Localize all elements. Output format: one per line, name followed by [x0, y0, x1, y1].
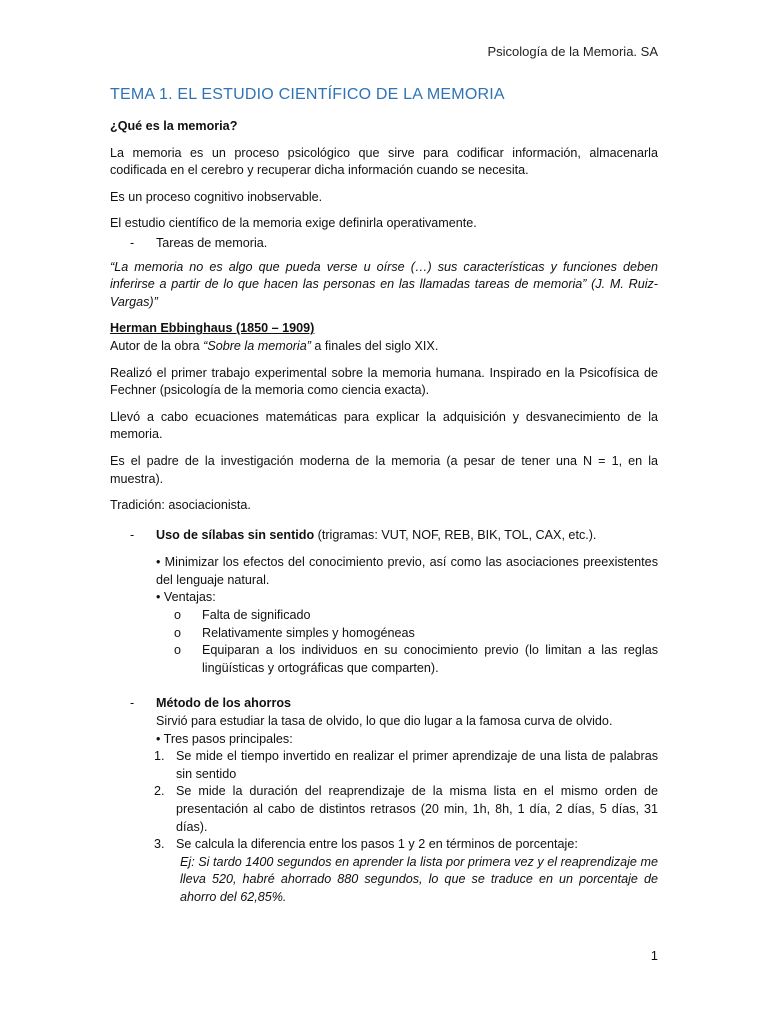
bullet-minimize: • Minimizar los efectos del conocimiento previo, así como las asociaciones preexistentes del lenguaje natural.: [156, 555, 658, 587]
savings-title: Método de los ahorros: [156, 696, 292, 711]
step-number: 1.: [154, 749, 165, 764]
document-body: [110, 118, 658, 907]
quote-ruiz-vargas: “La memoria no es algo que pueda verse u oírse (…) sus características y funciones deben inferirse a partir de lo que hacen las personas en las llamadas tareas de memoria” (J. M. Ruiz-Vargas)”: [110, 259, 658, 309]
dash-marker: -: [130, 696, 135, 711]
circle-bullet: o: [174, 643, 182, 658]
sub-list-item-text: Equiparan a los individuos en su conocimiento previo (lo limitan a las reglas lingüísticas y ortográficas que comparten).: [202, 643, 658, 675]
page-number: 1: [650, 948, 658, 963]
bullet-advantages: • Ventajas:: [156, 590, 216, 605]
list-item-text: Tareas de memoria.: [156, 235, 268, 250]
list-item-text: [156, 527, 658, 545]
step-number: 3.: [154, 837, 165, 852]
savings-example: Ej: Si tardo 1400 segundos en aprender la lista por primera vez y el reaprendizaje me lleva 520, habré ahorrado 880 segundos, lo que se traduce en un porcentaje de ahorro del 62,85%.: [180, 854, 658, 904]
step-text: Se mide el tiempo invertido en realizar el primer aprendizaje de una lista de palabras sin sentido: [176, 749, 658, 781]
paragraph-operational: El estudio científico de la memoria exige definirla operativamente.: [110, 216, 477, 231]
paragraph-tradition: Tradición: asociacionista.: [110, 498, 251, 513]
dash-marker: -: [130, 527, 135, 542]
page-header: Psicología de la Memoria. SA: [487, 44, 658, 59]
syllables-title: Uso de sílabas sin sentido: [156, 527, 315, 542]
list-item-tasks: [110, 235, 658, 253]
step-item: [154, 783, 658, 836]
circle-bullet: o: [174, 625, 182, 640]
paragraph-definition: La memoria es un proceso psicológico que sirve para codificar información, almacenarla codificada en el cerebro y recuperar dicha información cuando se necesita.: [110, 145, 658, 178]
step-item: [154, 748, 658, 783]
list-item-savings: [110, 695, 658, 713]
dash-marker: -: [130, 235, 135, 250]
savings-steps-intro: • Tres pasos principales:: [156, 731, 293, 746]
author-text-pre: Autor de la obra: [110, 338, 204, 353]
author-work-title: “Sobre la memoria”: [203, 338, 311, 353]
paragraph-father: Es el padre de la investigación moderna de la memoria (a pesar de tener una N = 1, en la muestra).: [110, 453, 658, 486]
section-heading-ebbinghaus: Herman Ebbinghaus (1850 – 1909): [110, 321, 315, 336]
syllables-detail: (trigramas: VUT, NOF, REB, BIK, TOL, CAX, etc.).: [314, 527, 597, 542]
sub-list-item-text: Relativamente simples y homogéneas: [202, 625, 415, 640]
step-item: [154, 836, 658, 854]
step-number: 2.: [154, 784, 165, 799]
paragraph-equations: Llevó a cabo ecuaciones matemáticas para explicar la adquisición y desvanecimiento de la memoria.: [110, 409, 658, 442]
list-item-syllables: [110, 527, 658, 545]
paragraph-inobservable: Es un proceso cognitivo inobservable.: [110, 189, 323, 204]
step-text: Se mide la duración del reaprendizaje de la misma lista en el mismo orden de presentación al cabo de distintos retrasos (20 min, 1h, 8h, 1 día, 2 días, 5 días, 31 días).: [176, 784, 658, 834]
paragraph-author: [110, 338, 658, 356]
question-heading: ¿Qué es la memoria?: [110, 119, 238, 133]
sub-list-item: [174, 642, 658, 677]
circle-bullet: o: [174, 608, 182, 623]
savings-description: Sirvió para estudiar la tasa de olvido, lo que dio lugar a la famosa curva de olvido.: [156, 714, 613, 729]
sub-list-item-text: Falta de significado: [202, 608, 311, 623]
author-text-post: a finales del siglo XIX.: [310, 338, 439, 353]
page-title: TEMA 1. EL ESTUDIO CIENTÍFICO DE LA MEMORIA: [110, 86, 505, 103]
step-text: Se calcula la diferencia entre los pasos 1 y 2 en términos de porcentaje:: [176, 837, 578, 852]
paragraph-first-work: Realizó el primer trabajo experimental sobre la memoria humana. Inspirado en la Psicofísica de Fechner (psicología de la memoria como ciencia exacta).: [110, 365, 658, 398]
sub-list-item: [174, 625, 658, 643]
sub-list-item: [174, 607, 658, 625]
